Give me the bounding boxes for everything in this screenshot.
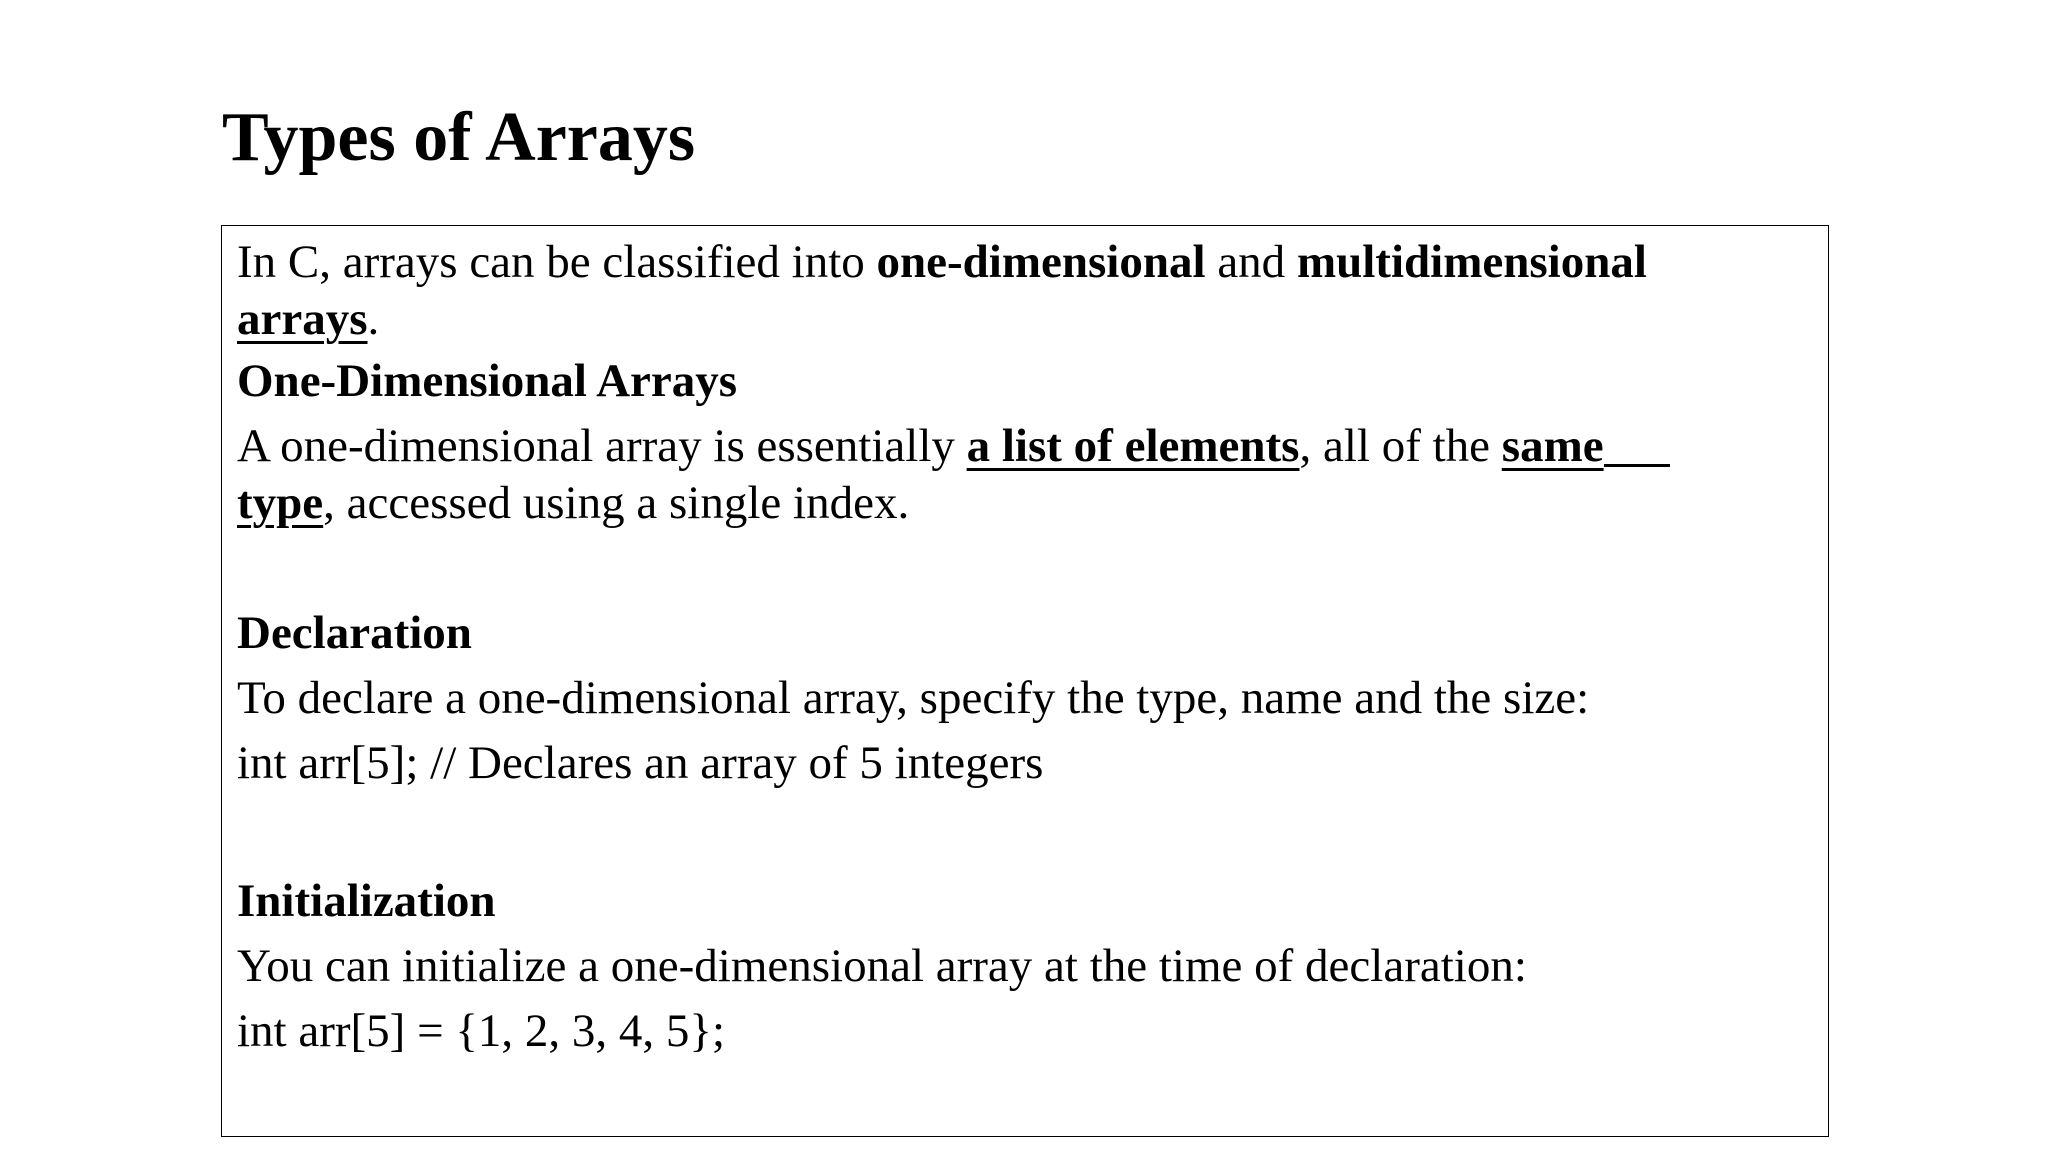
one-dim-desc-suffix: , accessed using a single index. [323,477,910,529]
one-dim-term-same: same [1501,420,1604,472]
initialization-heading: Initialization [237,875,496,927]
intro-paragraph [237,234,1814,348]
intro-term-one-dimensional: one-dimensional [876,236,1206,288]
intro-term-multidimensional: multidimensional [1296,236,1647,288]
one-dim-paragraph [237,418,1814,532]
intro-prefix: In C, arrays can be classified into [237,236,877,288]
intro-line-2 [237,291,1814,348]
intro-end: . [367,293,380,345]
underline-filler [1604,464,1670,467]
one-dim-heading: One-Dimensional Arrays [237,355,738,407]
slide-title: Types of Arrays [222,99,696,176]
one-dim-term-type: type [237,477,324,529]
declaration-code: int arr[5]; // Declares an array of 5 integers [237,737,1044,789]
content-box [221,225,1829,1137]
one-dim-desc-prefix: A one-dimensional array is essentially [237,420,967,472]
one-dim-desc-mid: , all of the [1299,420,1502,472]
one-dim-term-list-of-elements: a list of elements [966,420,1300,472]
intro-line-1 [237,234,1814,291]
declaration-desc: To declare a one-dimensional array, specify the type, name and the size: [237,672,1590,724]
initialization-desc: You can initialize a one-dimensional array at the time of declaration: [237,940,1527,992]
one-dim-line-2 [237,475,1814,532]
intro-term-arrays: arrays [237,293,368,345]
initialization-code: int arr[5] = {1, 2, 3, 4, 5}; [237,1005,726,1057]
intro-mid: and [1205,236,1297,288]
declaration-heading: Declaration [237,607,472,659]
one-dim-line-1 [237,418,1814,475]
